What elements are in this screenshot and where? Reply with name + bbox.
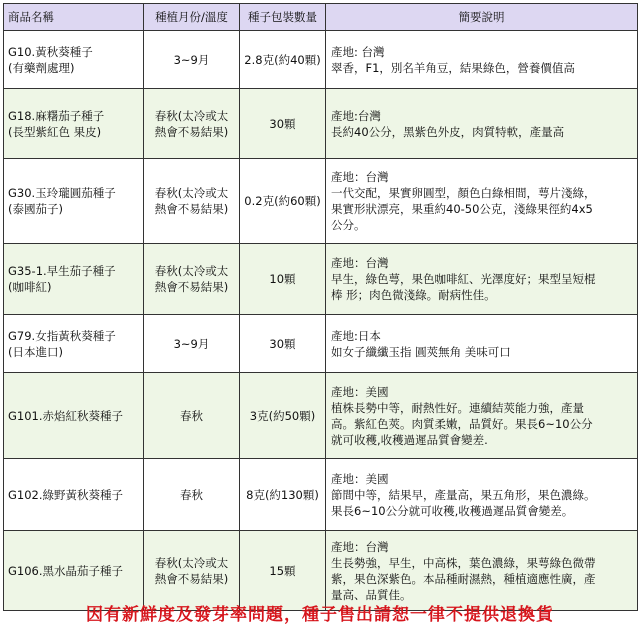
- product-name: [4, 315, 144, 373]
- product-description-line: 高。紫紅色莢。肉質柔嫩，品質好。果長6~10公分: [331, 416, 593, 431]
- product-description-line: 一代交配，果實卵圓型，顏色白綠相間，萼片淺綠，: [331, 186, 596, 200]
- product-description-line: 產地：台灣: [331, 170, 389, 184]
- product-name-line: (長型紫紅色 果皮): [8, 124, 102, 139]
- product-name-line: (日本進口): [8, 344, 63, 359]
- product-description-line: 產地：美國: [331, 471, 389, 486]
- planting-season: [144, 315, 240, 373]
- product-name-line: G101.赤焰紅秋葵種子: [8, 408, 124, 423]
- product-description-line: 植株長勢中等，耐熱性好。連續結莢能力強，產量: [331, 400, 584, 415]
- planting-season-line: 春秋: [180, 408, 203, 423]
- product-name: [4, 89, 144, 159]
- planting-season-line: 熱會不易結果): [154, 202, 229, 216]
- planting-season: [144, 159, 240, 244]
- product-description-line: 早生，綠色萼，果色咖啡紅、光澤度好；果型呈短棍: [331, 272, 596, 286]
- product-description-line: 果實形狀漂亮，果重約40-50公克，淺綠果徑約4x5: [331, 202, 593, 216]
- planting-season-line: 3~9月: [173, 52, 210, 67]
- product-name: [4, 159, 144, 244]
- table-row: [4, 315, 638, 373]
- package-quantity: 0.2克(約60顆): [240, 159, 326, 244]
- product-name-line: G30.玉玲瓏圓茄種子: [8, 186, 116, 200]
- product-description: [326, 159, 638, 244]
- product-name-line: G102.綠野黃秋葵種子: [8, 487, 124, 502]
- table-body: [4, 31, 638, 611]
- product-description: [326, 373, 638, 459]
- header-package: 種子包裝數量: [240, 4, 326, 31]
- planting-season-line: 3~9月: [173, 336, 210, 351]
- package-quantity: 2.8克(約40顆): [240, 31, 326, 89]
- header-description: 簡要說明: [326, 4, 638, 31]
- product-description: [326, 531, 638, 611]
- planting-season-line: 春秋(太冷或太: [154, 555, 229, 570]
- package-quantity: 15顆: [240, 531, 326, 611]
- table-row: [4, 89, 638, 159]
- product-description-line: 公分。: [331, 218, 366, 232]
- product-name: [4, 244, 144, 315]
- product-name-line: G79.女指黃秋葵種子: [8, 328, 116, 343]
- product-name: [4, 31, 144, 89]
- product-description-line: 長約40公分，黑紫色外皮，肉質特軟，產量高: [331, 124, 565, 139]
- product-sheet: [3, 3, 637, 611]
- product-description-line: 果長6~10公分就可收穫,收穫過遲品質會變差。: [331, 503, 574, 518]
- product-description-line: 如女子纖纖玉指 圓莢無角 美味可口: [331, 344, 511, 359]
- planting-season-line: 春秋(太冷或太: [154, 186, 229, 200]
- seed-product-table: [3, 3, 638, 611]
- product-description-line: 產地：台灣: [331, 539, 389, 554]
- product-name-line: G18.麻糬茄子種子: [8, 108, 105, 123]
- product-description: [326, 31, 638, 89]
- planting-season: [144, 31, 240, 89]
- header-name: 商品名稱: [4, 4, 144, 31]
- planting-season-line: 春秋: [180, 487, 203, 502]
- table-row: [4, 159, 638, 244]
- product-description-line: 量高、品質佳。: [331, 587, 412, 602]
- planting-season: [144, 531, 240, 611]
- table-header-row: [4, 4, 638, 31]
- planting-season-line: 春秋(太冷或太: [154, 264, 229, 278]
- table-row: [4, 373, 638, 459]
- product-description-line: 產地:日本: [331, 328, 381, 343]
- table-row: [4, 459, 638, 531]
- planting-season: [144, 244, 240, 315]
- product-description-line: 節間中等，結果早，產量高，果五角形，果色濃綠。: [331, 487, 596, 502]
- product-name-line: G10.黃秋葵種子: [8, 44, 93, 59]
- product-description: [326, 89, 638, 159]
- product-description-line: 棒 形；肉色微淺綠。耐病性佳。: [331, 288, 496, 302]
- product-name: [4, 373, 144, 459]
- package-quantity: 30顆: [240, 89, 326, 159]
- package-quantity: 10顆: [240, 244, 326, 315]
- product-description: [326, 459, 638, 531]
- planting-season-line: 熱會不易結果): [154, 280, 229, 294]
- product-description-line: 產地：台灣: [331, 256, 389, 270]
- product-description-line: 紫，果色深紫色。本品種耐濕熱，種植適應性廣，產: [331, 571, 596, 586]
- product-description-line: 就可收穫,收穫過遲品質會變差.: [331, 432, 488, 447]
- table-row: [4, 531, 638, 611]
- package-quantity: 3克(約50顆): [240, 373, 326, 459]
- no-return-notice: 因有新鮮度及發芽率問題，種子售出請恕一律不提供退換貨: [86, 605, 554, 625]
- product-name-line: (泰國茄子): [8, 202, 63, 216]
- planting-season-line: 熱會不易結果): [154, 124, 229, 139]
- product-name-line: (咖啡紅): [8, 280, 52, 294]
- product-description-line: 生長勢強，早生，中高株，葉色濃綠，果萼綠色微帶: [331, 555, 596, 570]
- product-name-line: G35-1.早生茄子種子: [8, 264, 116, 278]
- package-quantity: 8克(約130顆): [240, 459, 326, 531]
- header-season: 種植月份/溫度: [144, 4, 240, 31]
- planting-season-line: 春秋(太冷或太: [154, 108, 229, 123]
- planting-season: [144, 89, 240, 159]
- product-name: [4, 531, 144, 611]
- product-description: [326, 244, 638, 315]
- product-name-line: (有藥劑處理): [8, 60, 75, 75]
- product-description-line: 產地: 台灣: [331, 44, 385, 59]
- product-description: [326, 315, 638, 373]
- table-row: [4, 244, 638, 315]
- table-row: [4, 31, 638, 89]
- product-name-line: G106.黑水晶茄子種子: [8, 563, 124, 578]
- product-name: [4, 459, 144, 531]
- package-quantity: 30顆: [240, 315, 326, 373]
- planting-season: [144, 373, 240, 459]
- product-description-line: 產地:台灣: [331, 108, 381, 123]
- product-description-line: 翠香，F1，別名羊角豆，結果綠色，營養價值高: [331, 60, 575, 75]
- product-description-line: 產地：美國: [331, 384, 389, 399]
- planting-season-line: 熱會不易結果): [154, 571, 229, 586]
- planting-season: [144, 459, 240, 531]
